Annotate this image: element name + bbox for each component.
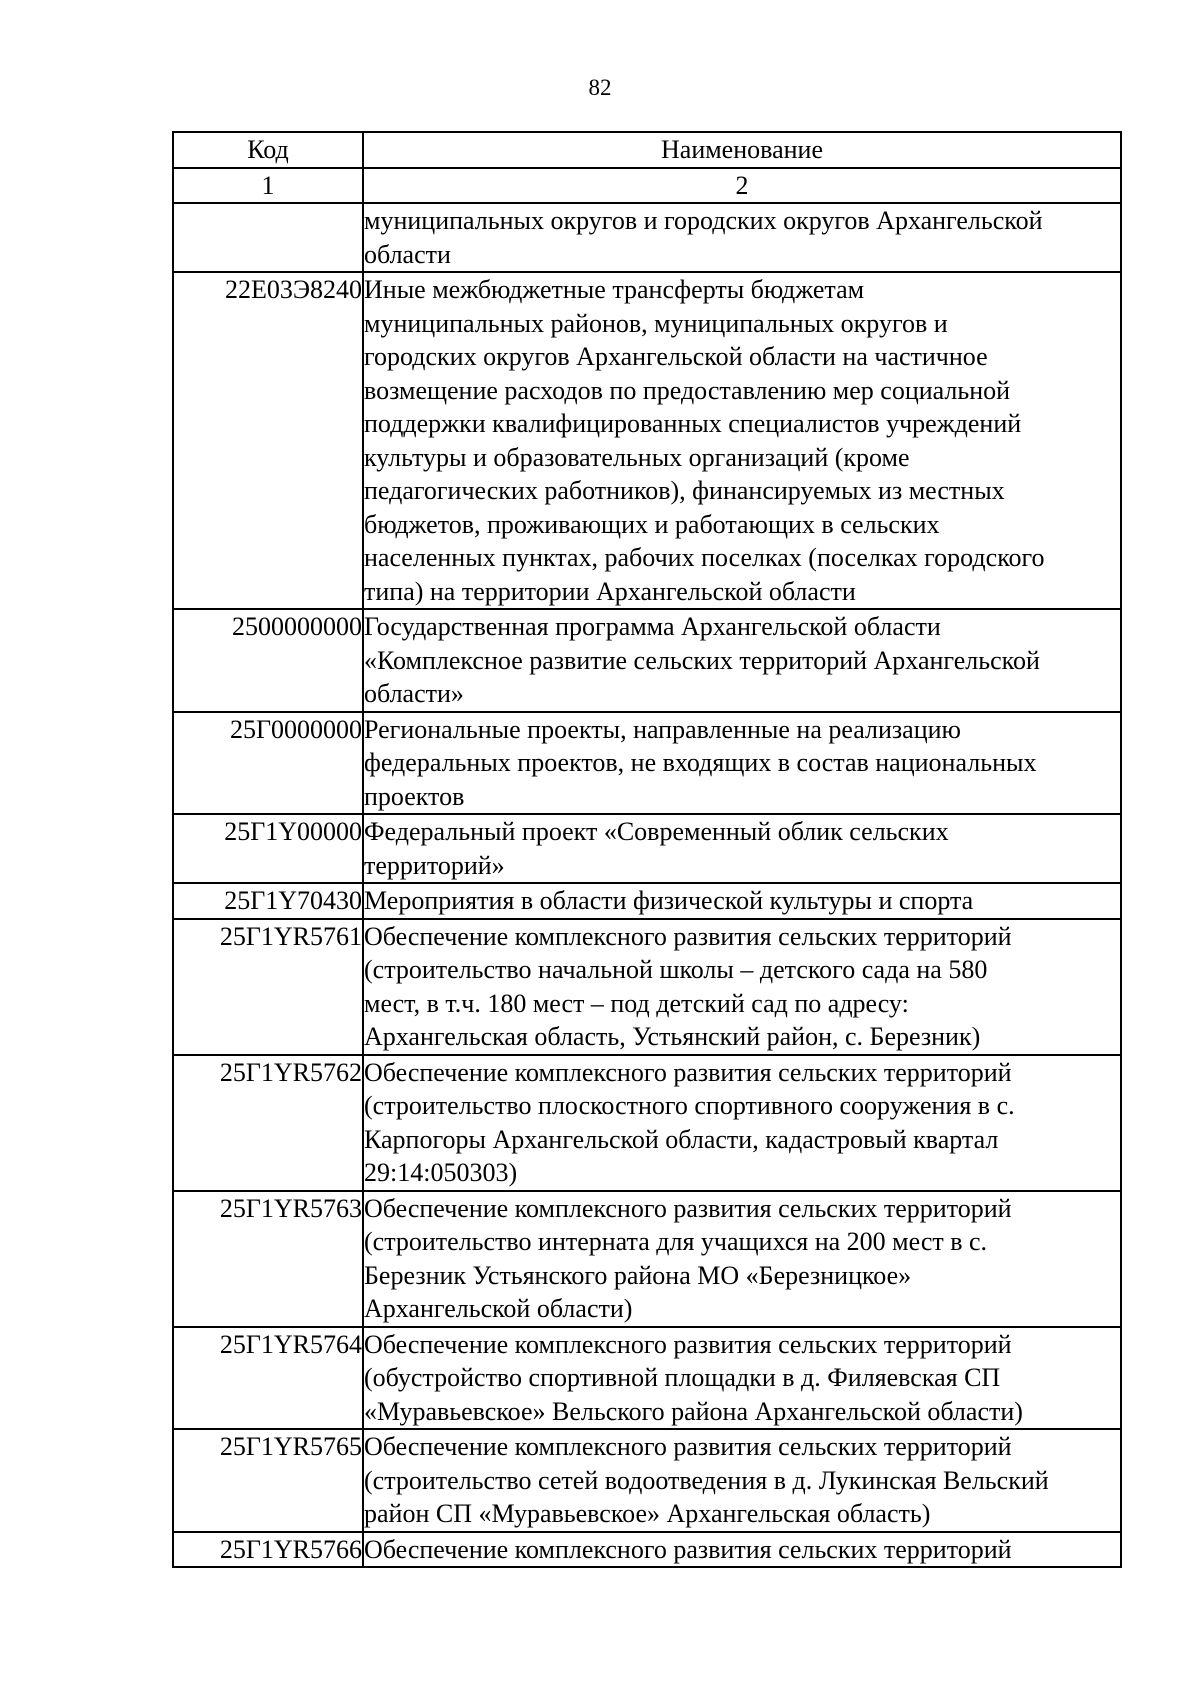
table-row: [173, 203, 1121, 272]
row-code: 25Г1YR5762: [173, 1055, 363, 1191]
row-name-line: муниципальных районов, муниципальных округов и: [364, 308, 948, 338]
row-code: 25Г1YR5761: [173, 919, 363, 1055]
table-row: [173, 1055, 1121, 1191]
index-code: 1: [173, 168, 363, 204]
row-name-line: Иные межбюджетные трансферты бюджетам: [364, 275, 865, 304]
page-number: 82: [588, 75, 612, 100]
row-name-line: мест, в т.ч. 180 мест – под детский сад по адресу:: [364, 988, 909, 1018]
row-name: [363, 883, 1121, 919]
row-code: 2500000000: [173, 609, 363, 712]
row-name-line: Архангельской области): [364, 1294, 633, 1323]
row-name-line: Обеспечение комплексного развития сельских территорий: [364, 1329, 1012, 1359]
row-name-line: типа) на территории Архангельской области: [364, 576, 856, 606]
row-name-line: педагогических работников), финансируемых из местных: [364, 476, 1005, 505]
row-name: [363, 203, 1121, 272]
header-name: Наименование: [363, 132, 1121, 168]
row-name: [363, 1191, 1121, 1327]
budget-code-table: [172, 131, 1122, 1568]
row-code: 25Г1Y70430: [173, 883, 363, 919]
row-name-line: Государственная программа Архангельской области: [364, 612, 941, 641]
table-row: [173, 609, 1121, 712]
row-name-line: Обеспечение комплексного развития сельских территорий: [364, 1534, 1012, 1564]
row-name: [363, 712, 1121, 815]
row-code: 25Г0000000: [173, 712, 363, 815]
row-name: [363, 1327, 1121, 1430]
row-name: [363, 919, 1121, 1055]
row-name-line: Региональные проекты, направленные на реализацию: [364, 714, 961, 744]
row-name-line: 29:14:050303): [364, 1158, 518, 1187]
row-name-line: проектов: [364, 781, 465, 811]
row-code: 25Г1YR5766: [173, 1532, 363, 1568]
row-name-line: (строительство интерната для учащихся на 200 мест в с.: [364, 1227, 988, 1256]
row-name-line: населенных пунктах, рабочих поселках (поселках городского: [364, 543, 1045, 572]
row-name-line: Березник Устьянского района МО «Березницкое»: [364, 1260, 912, 1290]
row-code: 22Е03Э8240: [173, 272, 363, 609]
table-row: [173, 272, 1121, 609]
table-row: [173, 1191, 1121, 1327]
row-name-line: территорий»: [364, 850, 505, 880]
row-name-line: Федеральный проект «Современный облик сельских: [364, 817, 949, 846]
table-body: [173, 203, 1121, 1567]
row-code: 25Г1Y00000: [173, 814, 363, 883]
row-code: [173, 203, 363, 272]
row-name-line: (строительство сетей водоотведения в д. Лукинская Вельский: [364, 1465, 1049, 1495]
table-header-row: [173, 132, 1121, 168]
table-row: [173, 712, 1121, 815]
row-name-line: Обеспечение комплексного развития сельских территорий: [364, 1057, 1012, 1087]
row-name-line: (строительство начальной школы – детского сада на 580: [364, 955, 988, 984]
row-name: [363, 814, 1121, 883]
table-row: [173, 814, 1121, 883]
row-name-line: области»: [364, 679, 464, 708]
table-row: [173, 883, 1121, 919]
row-name-line: Обеспечение комплексного развития сельских территорий: [364, 921, 1012, 951]
table-row: [173, 1327, 1121, 1430]
header-code: Код: [173, 132, 363, 168]
row-name: [363, 1532, 1121, 1568]
row-code: 25Г1YR5763: [173, 1191, 363, 1327]
row-name-line: федеральных проектов, не входящих в состав национальных: [364, 748, 1037, 777]
row-name-line: «Комплексное развитие сельских территорий Архангельской: [364, 645, 1040, 675]
row-name-line: поддержки квалифицированных специалистов учреждений: [364, 409, 1022, 438]
row-name-line: Обеспечение комплексного развития сельских территорий: [364, 1193, 1012, 1223]
row-name-line: области: [364, 239, 451, 269]
row-name-line: Обеспечение комплексного развития сельских территорий: [364, 1432, 1012, 1461]
row-name-line: (обустройство спортивной площадки в д. Филяевская СП: [364, 1363, 1001, 1392]
row-name-line: Мероприятия в области физической культуры и спорта: [364, 886, 974, 915]
table-row: [173, 1429, 1121, 1532]
row-name: [363, 272, 1121, 609]
row-name-line: возмещение расходов по предоставлению мер социальной: [364, 375, 1011, 405]
row-name-line: (строительство плоскостного спортивного сооружения в с.: [364, 1091, 1015, 1120]
table-index-row: [173, 168, 1121, 204]
row-name: [363, 609, 1121, 712]
row-name-line: городских округов Архангельской области на частичное: [364, 342, 988, 371]
row-code: 25Г1YR5764: [173, 1327, 363, 1430]
index-name: 2: [363, 168, 1121, 204]
table-row: [173, 919, 1121, 1055]
row-name: [363, 1055, 1121, 1191]
row-name-line: культуры и образовательных организаций (кроме: [364, 442, 910, 472]
row-name-line: «Муравьевское» Вельского района Архангельской области): [364, 1396, 1023, 1426]
row-code: 25Г1YR5765: [173, 1429, 363, 1532]
row-name-line: район СП «Муравьевское» Архангельская область): [364, 1499, 931, 1528]
row-name-line: бюджетов, проживающих и работающих в сельских: [364, 509, 940, 539]
row-name: [363, 1429, 1121, 1532]
table-row: [173, 1532, 1121, 1568]
row-name-line: Карпогоры Архангельской области, кадастровый квартал: [364, 1124, 999, 1154]
row-name-line: муниципальных округов и городских округов Архангельской: [364, 206, 1043, 235]
row-name-line: Архангельская область, Устьянский район, с. Березник): [364, 1022, 981, 1051]
